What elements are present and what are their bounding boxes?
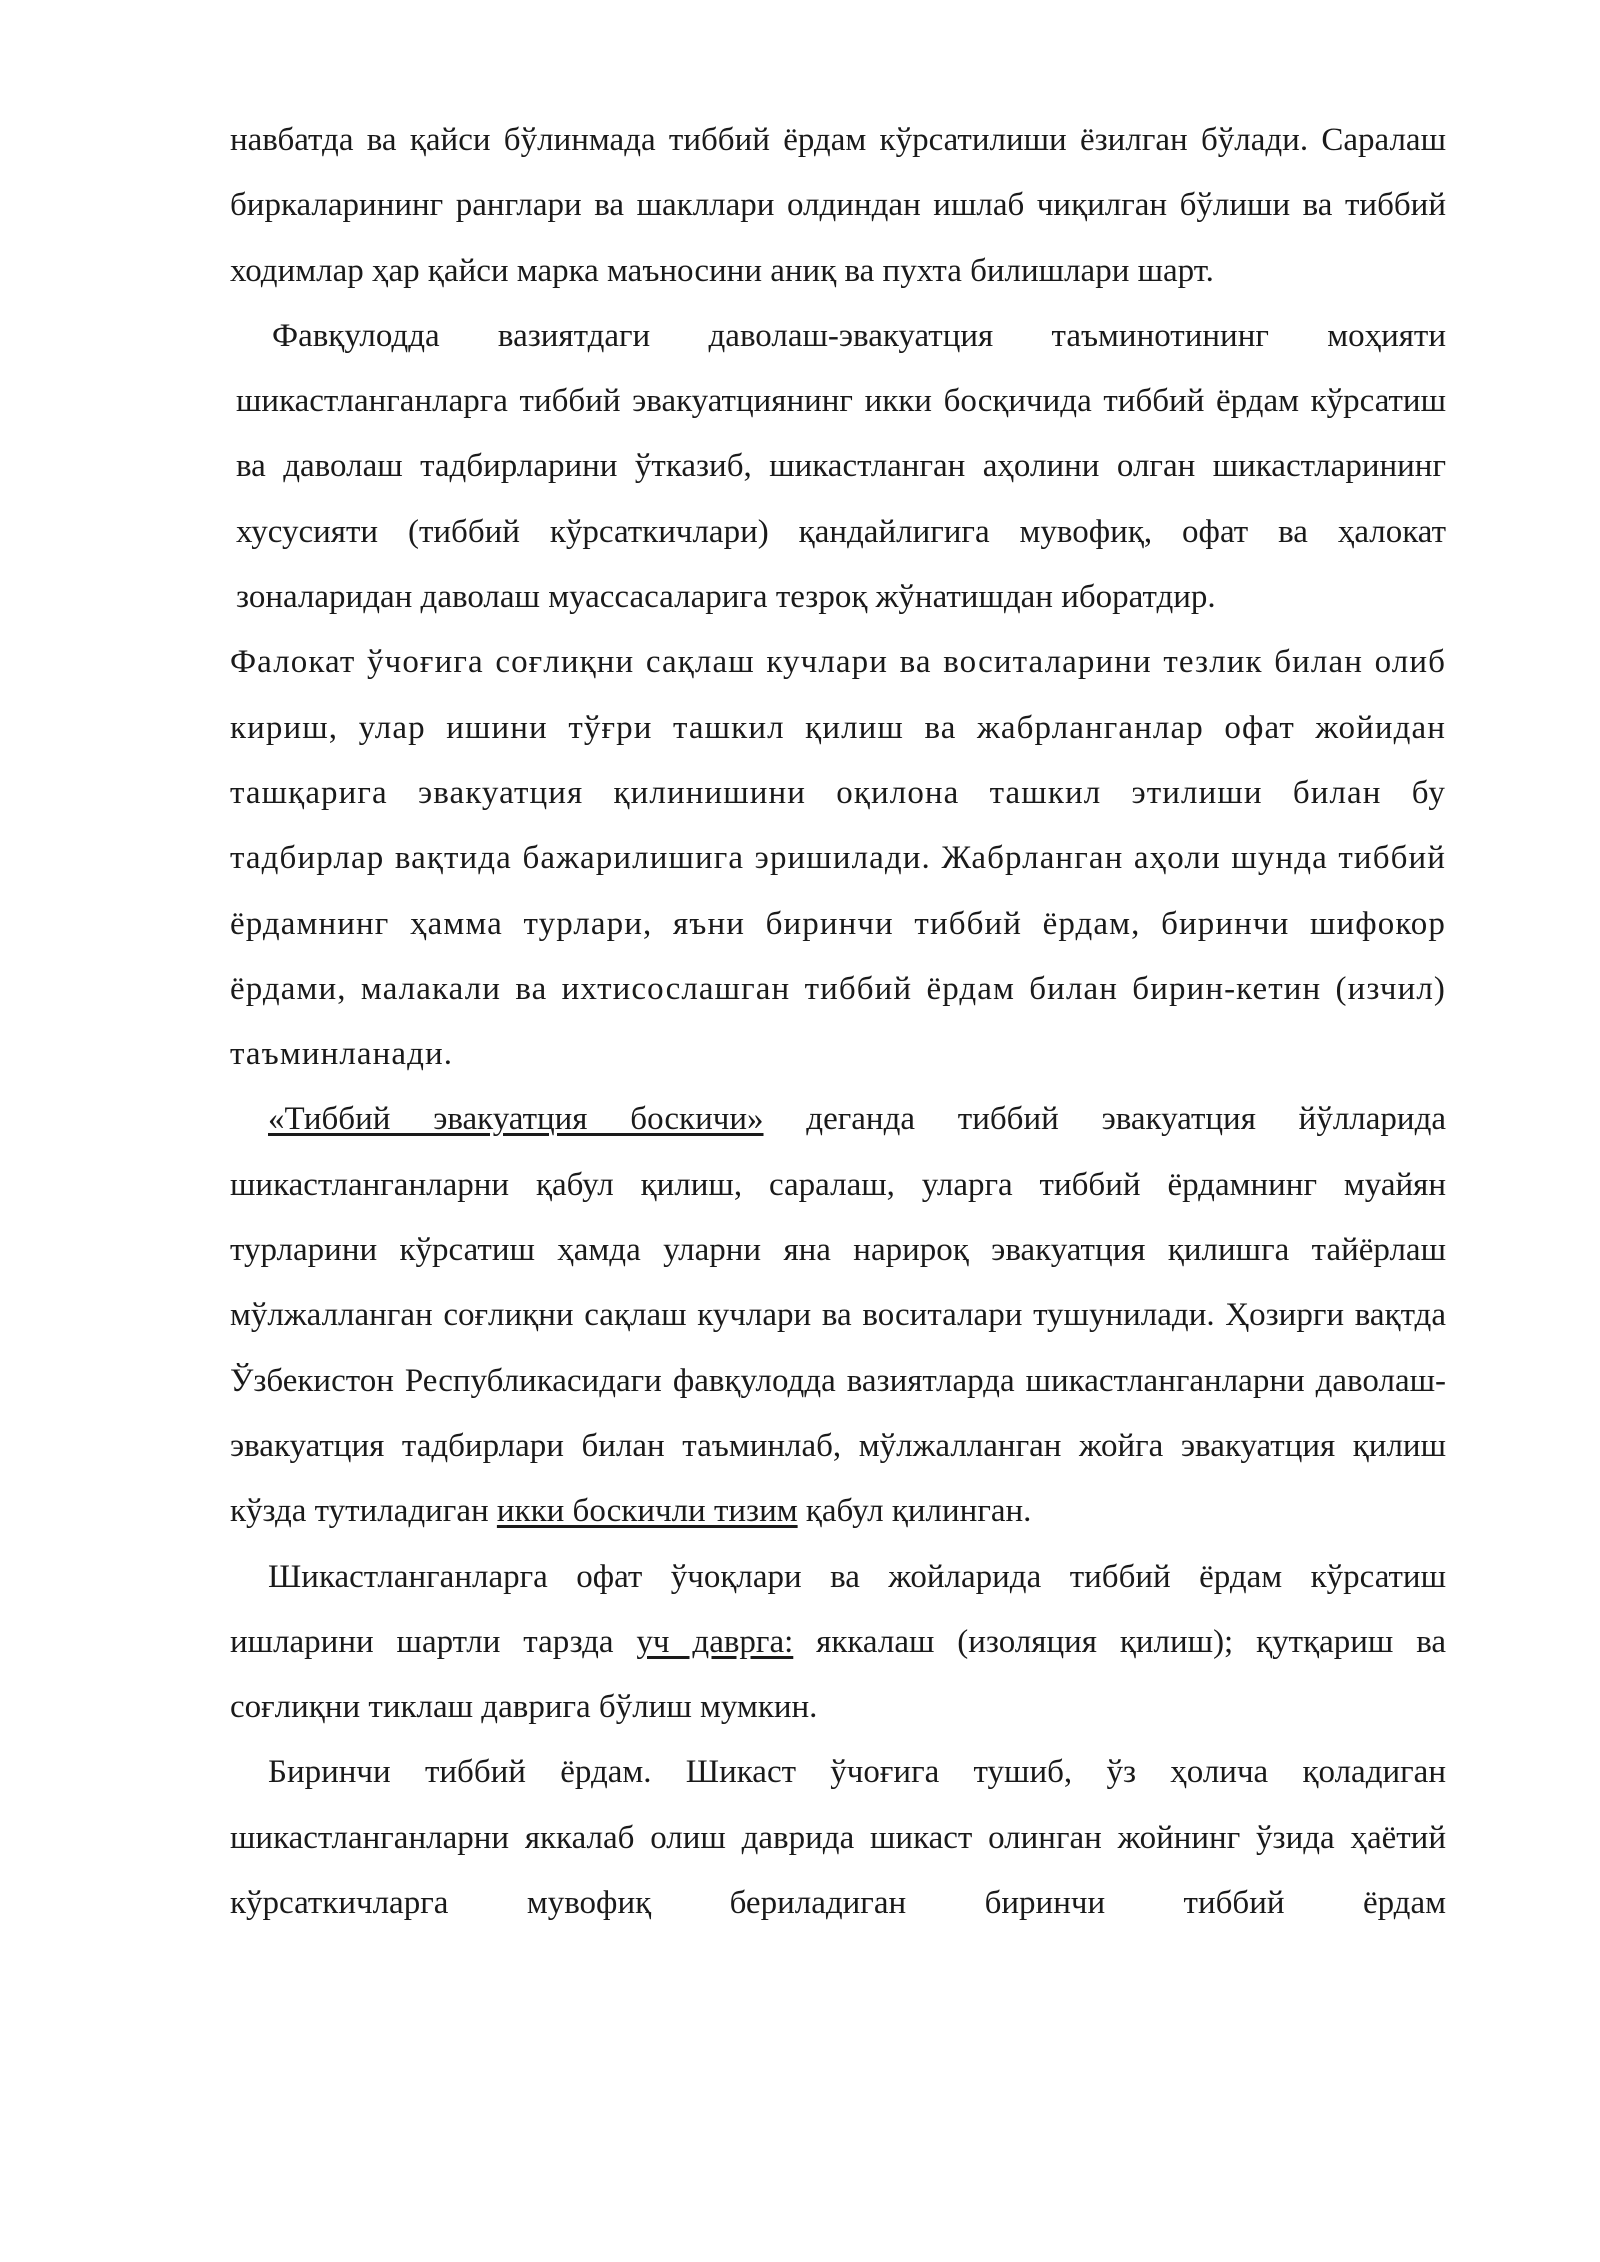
paragraph-3 <box>230 630 1446 1087</box>
paragraph-1 <box>230 108 1446 304</box>
paragraph-2-text: Фавқулодда вазиятдаги даволаш-эвакуатция таъминотининг моҳияти шикастланганларга тиббий эвакуатциянинг икки босқичида тиббий ёрдам кўрсатиш ва даволаш тадбирларини ўтказиб, шикастланган аҳолини олган шикастларининг хусусияти (тиббий кўрсаткичлари) қандайлигига мувофиқ, офат ва ҳалокат зоналаридан даволаш муассасаларига тезроқ жўнатишдан иборатдир. <box>236 317 1446 616</box>
paragraph-3-text: Фалокат ўчоғига соғлиқни сақлаш кучлари ва воситаларини тезлик билан олиб кириш, улар ишини тўғри ташкил қилиш ва жабрланганлар офат жойидан ташқарига эвакуатция қилинишини оқилона ташкил этилиши билан бу тадбирлар вақтида бажарилишига эришилади. Жабрланган аҳоли шунда тиббий ёрдамнинг ҳамма турлари, яъни биринчи тиббий ёрдам, биринчи шифокор ёрдами, малакали ва ихтисослашган тиббий ёрдам билан бирин-кетин (изчил) таъминланади. <box>230 644 1446 1073</box>
term-three-periods: уч даврга: <box>636 1623 794 1660</box>
paragraph-4 <box>230 1087 1446 1544</box>
paragraph-5-text: Шикастланганларга офат ўчоқлари ва жойларида тиббий ёрдам кўрсатиш ишларини шартли тарзда <box>230 1558 1446 1660</box>
paragraph-2 <box>230 304 1446 630</box>
paragraph-6 <box>230 1740 1446 1936</box>
document-body <box>230 108 1446 1936</box>
paragraph-1-text: навбатда ва қайси бўлинмада тиббий ёрдам кўрсатилиши ёзилган бўлади. Саралаш биркаларининг ранглари ва шакллари олдиндан ишлаб чиқилган бўлиши ва тиббий ходимлар ҳар қайси марка маъносини аниқ ва пухта билишлари шарт. <box>230 122 1446 289</box>
paragraph-5 <box>230 1545 1446 1741</box>
term-two-stage-system: икки боскичли тизим <box>496 1493 798 1530</box>
term-evacuation-stage: «Тиббий эвакуатция боскичи» <box>268 1101 764 1138</box>
paragraph-4-text-end: қабул қилинган. <box>797 1493 1032 1530</box>
paragraph-6-text: Биринчи тиббий ёрдам. Шикаст ўчоғига тушиб, ўз ҳолича қоладиган шикастланганларни яккалаб олиш даврида шикаст олинган жойнинг ўзида ҳаётий кўрсаткичларга мувофиқ бериладиган биринчи тиббий ёрдам <box>230 1754 1446 1922</box>
paragraph-4-text: деганда тиббий эвакуатция йўлларида шикастланганларни қабул қилиш, саралаш, уларга тиббий ёрдамнинг муайян турларини кўрсатиш ҳамда уларни яна нарироқ эвакуатция қилишга тайёрлаш мўлжалланган соғлиқни сақлаш кучлари ва воситалари тушунилади. Ҳозирги вақтда Ўзбекистон Республикасидаги фавқулодда вазиятларда шикастланганларни даволаш-эвакуатция тадбирлари билан таъминлаб, мўлжалланган жойга эвакуатция қилиш кўзда тутиладиган <box>230 1101 1447 1530</box>
paragraph-5-text-end: яккалаш (изоляция қилиш); қутқариш ва соғлиқни тиклаш даврига бўлиш мумкин. <box>230 1623 1446 1726</box>
